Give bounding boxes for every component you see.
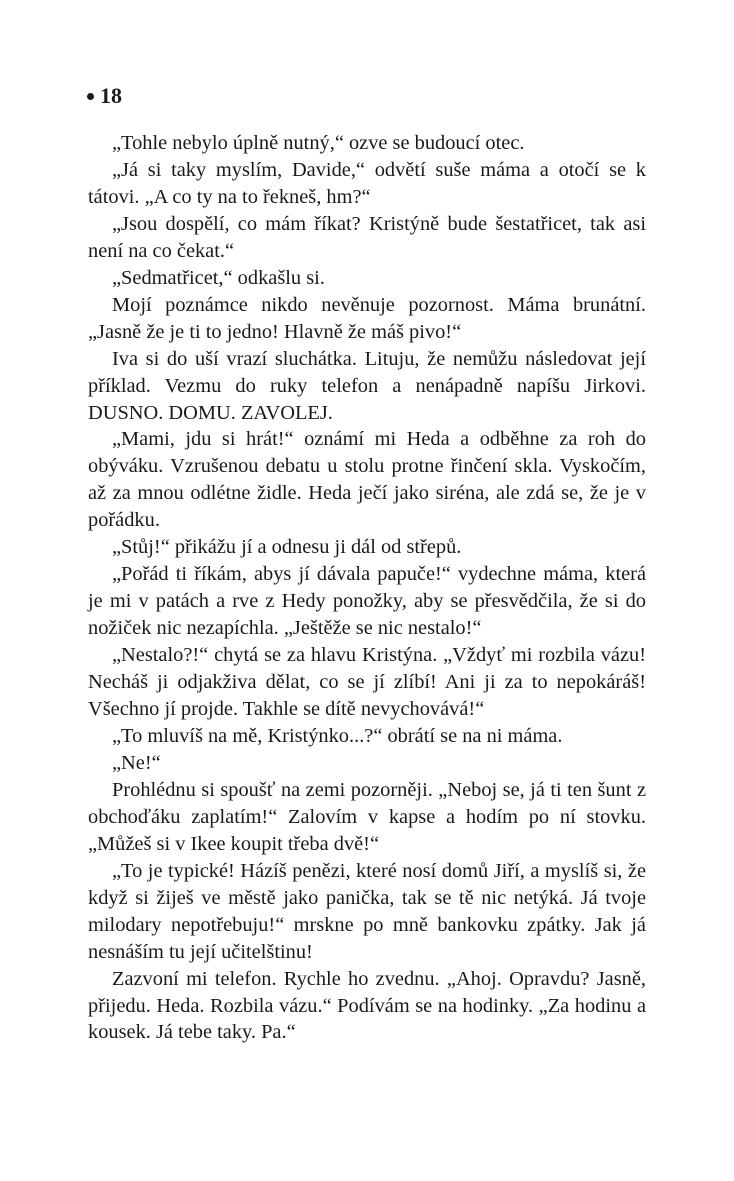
paragraph: Prohlédnu si spoušť na zemi pozorněji. „Neboj se, já ti ten šunt z obchoďáku zaplatím!“ Zalovím v kapse a hodím po ní stovku. „Můžeš si v Ikee koupit třeba dvě!“ <box>88 778 646 855</box>
bullet-icon <box>87 93 94 100</box>
paragraph: „Mami, jdu si hrát!“ oznámí mi Heda a odběhne za roh do obýváku. Vzrušenou debatu u stolu protne řinčení skla. Vyskočím, až za mnou odlétne židle. Heda ječí jako siréna, ale zdá se, že je v pořádku. <box>88 428 646 532</box>
paragraph: „Já si taky myslím, Davide,“ odvětí suše máma a otočí se k tátovi. „A co ty na to řekneš, hm?“ <box>88 158 646 208</box>
page-number-value: 18 <box>100 83 122 108</box>
paragraph: „Ne!“ <box>112 751 161 774</box>
paragraph: „Sedmatřicet,“ odkašlu si. <box>112 266 325 289</box>
paragraph: „Tohle nebylo úplně nutný,“ ozve se budoucí otec. <box>112 132 525 154</box>
paragraph: „To je typické! Házíš penězi, které nosí domů Jiří, a myslíš si, že když si žiješ ve městě jako panička, tak se tě nic netýká. Já tvoje milodary nepotřebuju!“ mrskne po mně bankovku zpátky. Jak já nesnáším tu její učitelštinu! <box>88 859 646 963</box>
paragraph: Mojí poznámce nikdo nevěnuje pozornost. Máma brunátní. „Jasně že je ti to jedno! Hlavně že máš pivo!“ <box>88 293 646 343</box>
paragraph: „Stůj!“ přikážu jí a odnesu ji dál od střepů. <box>112 536 462 559</box>
paragraph: „Nestalo?!“ chytá se za hlavu Kristýna. „Vždyť mi rozbila vázu! Necháš ji odjakživa dělat, co se jí zlíbí! Ani ji za to nepokáráš! Všechno jí projde. Takhle se dítě nevychovává!“ <box>88 644 646 721</box>
paragraph: „Pořád ti říkám, abys jí dávala papuče!“ vydechne máma, která je mi v patách a rve z Hedy ponožky, aby se přesvědčila, že si do nožiček nic nezapíchla. „Ještěže se nic nestalo!“ <box>88 563 646 640</box>
page-number <box>87 82 122 110</box>
paragraph: „Jsou dospělí, co mám říkat? Kristýně bude šestatřicet, tak asi není na co čekat.“ <box>88 212 646 262</box>
paragraph: Zazvoní mi telefon. Rychle ho zvednu. „Ahoj. Opravdu? Jasně, přijedu. Heda. Rozbila vázu.“ Podívám se na hodinky. „Za hodinu a kousek. Já tebe taky. Pa.“ <box>88 967 646 1044</box>
body-text <box>88 130 646 1046</box>
paragraph: Iva si do uší vrazí sluchátka. Lituju, že nemůžu následovat její příklad. Vezmu do ruky telefon a nenápadně napíšu Jirkovi. DUSNO. DOMU. ZAVOLEJ. <box>88 347 646 424</box>
paragraph: „To mluvíš na mě, Kristýnko...?“ obrátí se na ni máma. <box>112 724 563 747</box>
